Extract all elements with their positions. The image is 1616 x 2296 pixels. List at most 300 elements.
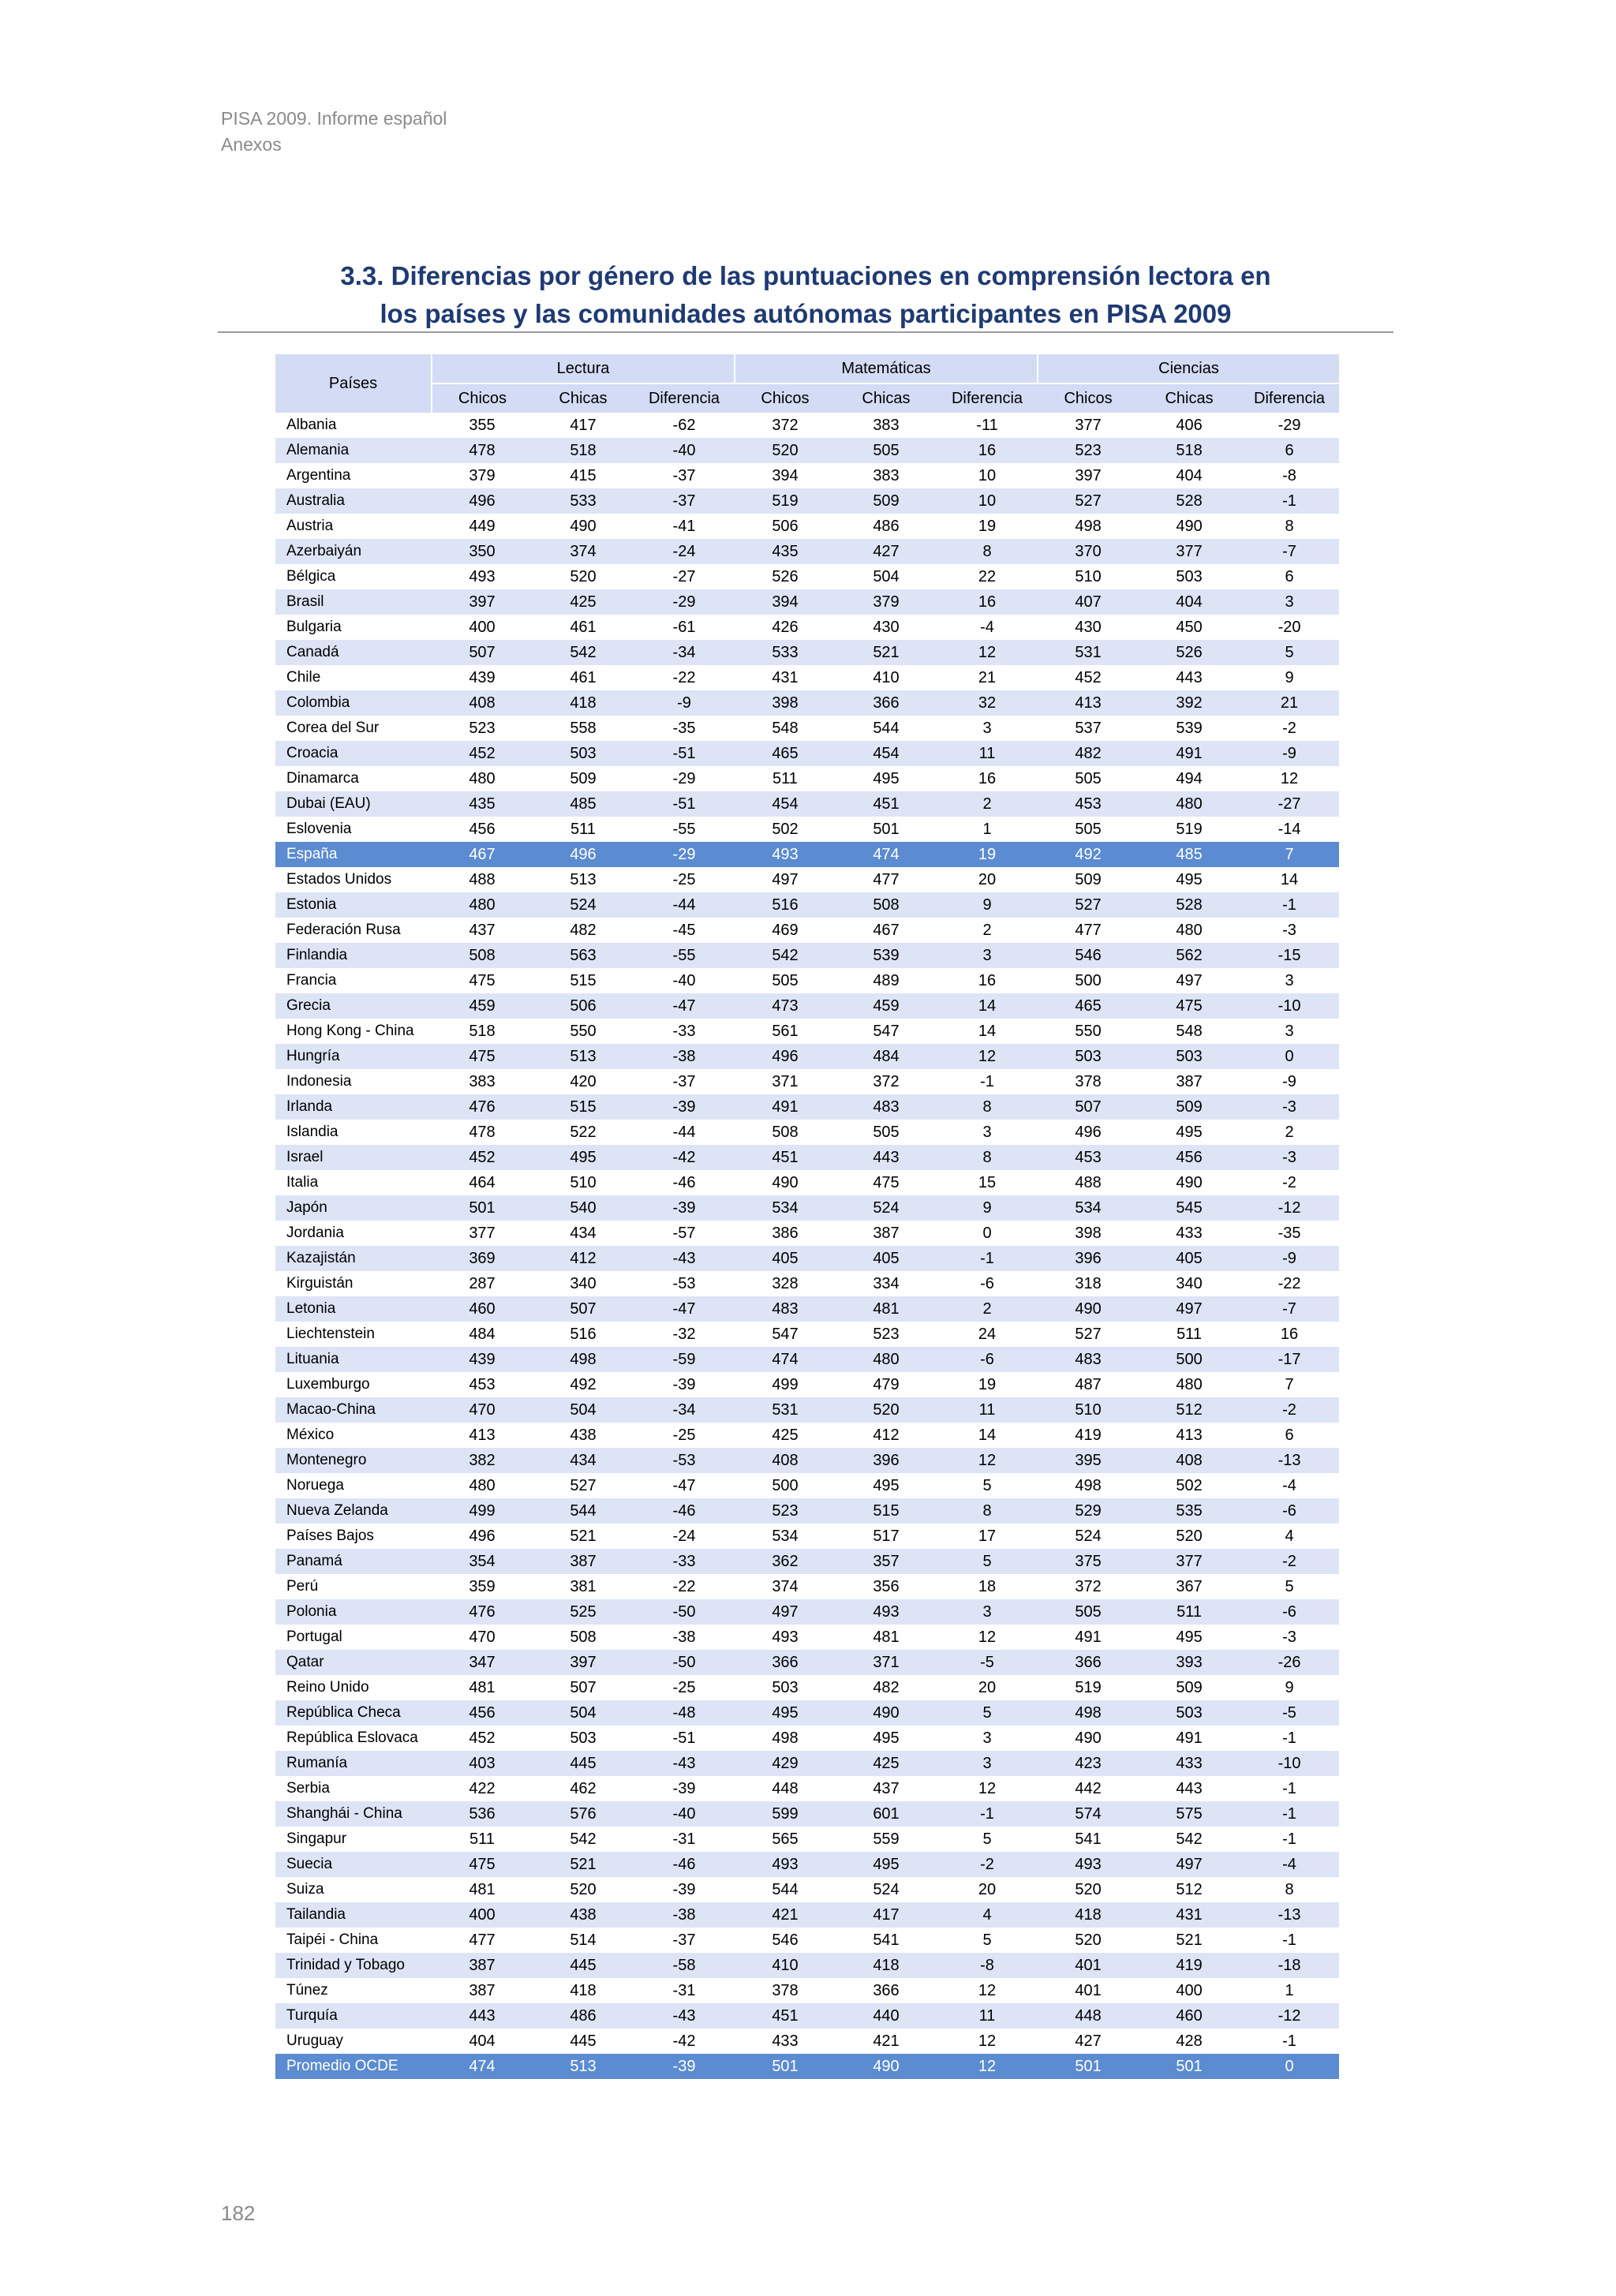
cell-ciencias-chicas: 404 xyxy=(1139,589,1240,615)
cell-matematicas-diferencia: 8 xyxy=(937,1094,1038,1120)
cell-ciencias-diferencia: -4 xyxy=(1240,1852,1339,1877)
cell-ciencias-chicas: 521 xyxy=(1176,1931,1203,1949)
cell-ciencias-chicos: 534 xyxy=(1038,1195,1139,1221)
cell-matematicas-chicos: 534 xyxy=(735,1195,836,1221)
table-row xyxy=(275,918,1339,943)
cell-matematicas-diferencia: 5 xyxy=(982,1931,992,1949)
table-row xyxy=(275,943,1339,968)
cell-matematicas-chicas: 418 xyxy=(836,1953,937,1978)
cell-matematicas-diferencia: -4 xyxy=(980,618,994,636)
cell-ciencias-chicas: 495 xyxy=(1176,870,1203,888)
cell-lectura-diferencia: -39 xyxy=(672,1880,696,1898)
subheader-matematicas-diferencia: Diferencia xyxy=(937,383,1038,413)
country-cell: Singapur xyxy=(286,1830,347,1847)
cell-ciencias-diferencia: 16 xyxy=(1280,1325,1299,1343)
cell-lectura-chicos: 496 xyxy=(469,1527,496,1545)
cell-lectura-chicos: 443 xyxy=(432,2003,533,2029)
cell-lectura-chicas: 563 xyxy=(533,943,634,968)
cell-matematicas-chicas: 383 xyxy=(873,416,900,434)
cell-lectura-diferencia: -9 xyxy=(634,690,735,716)
cell-ciencias-chicos: 500 xyxy=(1075,971,1102,989)
cell-matematicas-diferencia: 8 xyxy=(937,1145,1038,1170)
cell-ciencias-diferencia: -9 xyxy=(1240,741,1339,766)
cell-matematicas-chicas: 495 xyxy=(873,1729,900,1747)
cell-matematicas-diferencia: 17 xyxy=(978,1527,997,1545)
cell-lectura-diferencia: -38 xyxy=(634,1044,735,1069)
cell-lectura-chicas: 434 xyxy=(533,1448,634,1473)
country-cell: Federación Rusa xyxy=(286,922,401,938)
cell-lectura-chicas: 525 xyxy=(533,1599,634,1625)
cell-matematicas-chicas: 483 xyxy=(836,1094,937,1120)
cell-matematicas-chicos: 501 xyxy=(735,2054,836,2079)
cell-matematicas-chicas: 517 xyxy=(873,1527,900,1545)
cell-lectura-diferencia: -50 xyxy=(634,1599,735,1625)
cell-matematicas-chicas: 504 xyxy=(873,567,900,585)
cell-ciencias-diferencia: -3 xyxy=(1282,921,1296,939)
cell-ciencias-chicas: 406 xyxy=(1176,416,1203,434)
cell-lectura-diferencia: -38 xyxy=(634,1902,735,1928)
page-title-line-2: los países y las comunidades autónomas participantes en PISA 2009 xyxy=(380,299,1232,328)
cell-ciencias-chicos: 375 xyxy=(1038,1549,1139,1574)
cell-lectura-diferencia: -47 xyxy=(634,1296,735,1322)
cell-ciencias-diferencia: 7 xyxy=(1285,1375,1294,1393)
cell-ciencias-diferencia: -1 xyxy=(1282,1729,1296,1747)
table-row xyxy=(275,817,1339,842)
cell-lectura-chicas: 542 xyxy=(533,640,634,665)
cell-matematicas-diferencia: 5 xyxy=(982,1830,992,1848)
cell-ciencias-diferencia: 12 xyxy=(1280,769,1299,787)
cell-lectura-chicos: 476 xyxy=(432,1094,533,1120)
cell-matematicas-chicos: 454 xyxy=(735,791,836,817)
cell-ciencias-diferencia: -6 xyxy=(1240,1599,1339,1625)
cell-lectura-diferencia: -48 xyxy=(634,1700,735,1726)
cell-ciencias-chicas: 511 xyxy=(1139,1599,1240,1625)
cell-matematicas-chicas: 477 xyxy=(873,870,900,888)
cell-matematicas-chicos: 425 xyxy=(772,1426,799,1444)
cell-lectura-chicos: 452 xyxy=(469,1729,496,1747)
cell-matematicas-chicas: 493 xyxy=(836,1599,937,1625)
country-cell: Japón xyxy=(275,1195,432,1221)
cell-matematicas-diferencia: 14 xyxy=(978,1426,997,1444)
cell-ciencias-chicos: 509 xyxy=(1075,870,1102,888)
cell-ciencias-chicas: 575 xyxy=(1139,1801,1240,1827)
cell-matematicas-diferencia: 20 xyxy=(978,1880,997,1898)
cell-matematicas-chicas: 334 xyxy=(873,1274,900,1292)
cell-ciencias-chicos: 448 xyxy=(1038,2003,1139,2029)
cell-lectura-chicas: 498 xyxy=(533,1347,634,1372)
country-cell: Turquía xyxy=(275,2003,432,2029)
cell-lectura-diferencia: -55 xyxy=(672,820,696,838)
country-cell: Panamá xyxy=(275,1549,432,1574)
table-row xyxy=(275,1574,1339,1599)
cell-ciencias-chicos: 537 xyxy=(1075,719,1102,737)
cell-matematicas-chicas: 481 xyxy=(873,1628,900,1646)
cell-matematicas-chicas: 486 xyxy=(873,517,900,535)
cell-lectura-chicos: 413 xyxy=(469,1426,496,1444)
country-cell: Serbia xyxy=(286,1780,330,1797)
cell-lectura-chicas: 381 xyxy=(570,1577,597,1595)
cell-matematicas-diferencia: 11 xyxy=(937,2003,1038,2029)
cell-lectura-diferencia: -44 xyxy=(634,892,735,918)
cell-ciencias-chicas: 512 xyxy=(1176,1880,1203,1898)
cell-matematicas-chicos: 491 xyxy=(735,1094,836,1120)
subheader-ciencias-diferencia: Diferencia xyxy=(1240,383,1339,413)
cell-ciencias-chicas: 387 xyxy=(1176,1072,1203,1090)
cell-matematicas-chicos: 500 xyxy=(772,1476,799,1494)
cell-lectura-diferencia: -34 xyxy=(634,640,735,665)
cell-lectura-diferencia: -51 xyxy=(672,1729,696,1747)
country-cell: Dubai (EAU) xyxy=(275,791,432,817)
table-row xyxy=(275,1019,1339,1044)
table-row xyxy=(275,766,1339,791)
table-row xyxy=(275,514,1339,539)
cell-matematicas-chicos: 490 xyxy=(772,1173,799,1191)
cell-matematicas-chicos: 465 xyxy=(735,741,836,766)
cell-matematicas-chicos: 495 xyxy=(735,1700,836,1726)
cell-ciencias-chicas: 408 xyxy=(1139,1448,1240,1473)
cell-matematicas-diferencia: 3 xyxy=(937,943,1038,968)
cell-ciencias-diferencia: 9 xyxy=(1285,668,1294,686)
cell-ciencias-diferencia: 2 xyxy=(1285,1123,1294,1141)
cell-ciencias-chicas: 443 xyxy=(1176,668,1203,686)
cell-matematicas-diferencia: -1 xyxy=(937,1801,1038,1827)
country-cell: Luxemburgo xyxy=(286,1376,370,1393)
cell-matematicas-diferencia: 11 xyxy=(937,1397,1038,1423)
cell-matematicas-chicas: 505 xyxy=(836,438,937,463)
cell-ciencias-diferencia: -17 xyxy=(1240,1347,1339,1372)
cell-ciencias-chicos: 493 xyxy=(1038,1852,1139,1877)
cell-matematicas-chicos: 533 xyxy=(735,640,836,665)
running-header xyxy=(221,106,447,158)
cell-matematicas-chicas: 443 xyxy=(836,1145,937,1170)
cell-matematicas-chicas: 440 xyxy=(836,2003,937,2029)
cell-matematicas-chicos: 496 xyxy=(735,1044,836,1069)
cell-ciencias-chicas: 404 xyxy=(1176,466,1203,484)
cell-lectura-chicos: 496 xyxy=(432,488,533,514)
cell-lectura-chicos: 480 xyxy=(432,892,533,918)
cell-lectura-chicos: 518 xyxy=(469,1022,496,1040)
cell-matematicas-chicos: 497 xyxy=(772,870,799,888)
cell-ciencias-chicos: 498 xyxy=(1038,1700,1139,1726)
cell-lectura-chicos: 400 xyxy=(432,1902,533,1928)
cell-ciencias-diferencia: -14 xyxy=(1277,820,1301,838)
cell-lectura-diferencia: -31 xyxy=(672,1830,696,1848)
table-row xyxy=(275,463,1339,488)
cell-ciencias-chicas: 495 xyxy=(1176,1628,1203,1646)
cell-matematicas-chicos: 371 xyxy=(772,1072,799,1090)
cell-matematicas-chicos: 516 xyxy=(735,892,836,918)
cell-lectura-chicos: 452 xyxy=(432,741,533,766)
table-row xyxy=(275,741,1339,766)
table-row xyxy=(275,1145,1339,1170)
cell-matematicas-chicos: 362 xyxy=(735,1549,836,1574)
cell-matematicas-chicos: 502 xyxy=(772,820,799,838)
country-cell: Bulgaria xyxy=(286,619,342,635)
cell-ciencias-chicos: 453 xyxy=(1038,1145,1139,1170)
cell-matematicas-chicos: 497 xyxy=(735,1599,836,1625)
cell-matematicas-chicas: 490 xyxy=(836,2054,937,2079)
cell-matematicas-diferencia: 5 xyxy=(982,1476,992,1494)
table-row xyxy=(275,1953,1339,1978)
cell-matematicas-diferencia: 20 xyxy=(978,1678,997,1696)
cell-lectura-diferencia: -46 xyxy=(634,1852,735,1877)
cell-lectura-chicos: 484 xyxy=(469,1325,496,1343)
cell-ciencias-chicos: 505 xyxy=(1038,1599,1139,1625)
cell-matematicas-chicos: 448 xyxy=(772,1779,799,1797)
cell-ciencias-diferencia: -7 xyxy=(1240,539,1339,564)
cell-ciencias-diferencia: 3 xyxy=(1285,1022,1294,1040)
cell-ciencias-diferencia: -3 xyxy=(1282,1628,1296,1646)
cell-matematicas-chicos: 505 xyxy=(772,971,799,989)
cell-ciencias-chicas: 512 xyxy=(1139,1397,1240,1423)
cell-ciencias-chicas: 535 xyxy=(1139,1498,1240,1524)
cell-matematicas-chicos: 511 xyxy=(772,769,798,787)
cell-lectura-chicas: 420 xyxy=(570,1072,597,1090)
cell-lectura-chicos: 422 xyxy=(469,1779,496,1797)
cell-matematicas-diferencia: 12 xyxy=(937,1044,1038,1069)
cell-ciencias-diferencia: -10 xyxy=(1240,1751,1339,1776)
cell-lectura-diferencia: -53 xyxy=(634,1448,735,1473)
cell-ciencias-chicas: 367 xyxy=(1176,1577,1203,1595)
cell-matematicas-diferencia: 3 xyxy=(937,1751,1038,1776)
cell-lectura-chicas: 514 xyxy=(570,1931,597,1949)
table-row xyxy=(275,1423,1339,1448)
cell-matematicas-diferencia: 16 xyxy=(937,438,1038,463)
cell-matematicas-diferencia: 4 xyxy=(937,1902,1038,1928)
cell-lectura-chicas: 418 xyxy=(570,1981,597,1999)
cell-lectura-diferencia: -38 xyxy=(672,1628,696,1646)
cell-ciencias-diferencia: -1 xyxy=(1282,2032,1296,2050)
cell-matematicas-chicos: 519 xyxy=(735,488,836,514)
cell-ciencias-diferencia: 4 xyxy=(1285,1527,1294,1545)
cell-ciencias-chicas: 509 xyxy=(1176,1678,1203,1696)
table-row xyxy=(275,1675,1339,1700)
cell-lectura-chicas: 490 xyxy=(570,517,597,535)
cell-matematicas-chicas: 475 xyxy=(873,1173,900,1191)
cell-ciencias-chicos: 465 xyxy=(1038,993,1139,1019)
cell-ciencias-chicas: 377 xyxy=(1139,539,1240,564)
country-cell: Azerbaiyán xyxy=(275,539,432,564)
cell-ciencias-chicas: 475 xyxy=(1139,993,1240,1019)
cell-lectura-chicos: 478 xyxy=(432,438,533,463)
cell-matematicas-chicas: 430 xyxy=(873,618,900,636)
country-cell: Francia xyxy=(286,972,337,989)
cell-ciencias-chicos: 531 xyxy=(1038,640,1139,665)
cell-ciencias-chicos: 541 xyxy=(1075,1830,1102,1848)
cell-matematicas-chicas: 480 xyxy=(836,1347,937,1372)
running-header-title: PISA 2009. Informe español xyxy=(221,108,447,129)
cell-ciencias-diferencia: -6 xyxy=(1240,1498,1339,1524)
cell-ciencias-chicas: 480 xyxy=(1176,1375,1203,1393)
cell-ciencias-chicas: 520 xyxy=(1176,1527,1203,1545)
cell-ciencias-chicas: 491 xyxy=(1139,741,1240,766)
group-header-lectura: Lectura xyxy=(432,354,735,383)
cell-matematicas-chicos: 421 xyxy=(735,1902,836,1928)
cell-ciencias-chicos: 427 xyxy=(1075,2032,1102,2050)
cell-matematicas-chicos: 474 xyxy=(735,1347,836,1372)
cell-matematicas-chicas: 490 xyxy=(836,1700,937,1726)
table-row xyxy=(275,1751,1339,1776)
cell-lectura-chicos: 383 xyxy=(469,1072,496,1090)
cell-matematicas-chicas: 437 xyxy=(873,1779,900,1797)
table-row xyxy=(275,1902,1339,1928)
table-row xyxy=(275,2029,1339,2054)
subheader-ciencias-chicas: Chicas xyxy=(1139,383,1240,413)
group-header-matematicas: Matemáticas xyxy=(735,354,1038,383)
table-row xyxy=(275,892,1339,918)
country-cell: Australia xyxy=(275,488,432,514)
cell-lectura-chicos: 403 xyxy=(432,1751,533,1776)
cell-lectura-diferencia: -40 xyxy=(672,971,696,989)
cell-ciencias-diferencia: -18 xyxy=(1240,1953,1339,1978)
cell-matematicas-chicas: 417 xyxy=(836,1902,937,1928)
table-row xyxy=(275,1473,1339,1498)
country-cell: Jordania xyxy=(286,1225,344,1241)
cell-lectura-chicos: 379 xyxy=(469,466,496,484)
cell-matematicas-chicas: 484 xyxy=(836,1044,937,1069)
country-cell: Estados Unidos xyxy=(286,871,392,888)
country-cell: Chile xyxy=(286,669,321,686)
cell-lectura-chicos: 408 xyxy=(432,690,533,716)
table-row xyxy=(275,1296,1339,1322)
table-row xyxy=(275,413,1339,438)
cell-ciencias-diferencia: -1 xyxy=(1240,1801,1339,1827)
cell-lectura-chicas: 417 xyxy=(570,416,597,434)
country-cell: Noruega xyxy=(286,1477,344,1494)
cell-ciencias-chicas: 509 xyxy=(1139,1094,1240,1120)
cell-lectura-chicas: 445 xyxy=(570,2032,597,2050)
cell-lectura-chicas: 533 xyxy=(533,488,634,514)
cell-ciencias-diferencia: 0 xyxy=(1240,1044,1339,1069)
country-cell: Argentina xyxy=(286,467,351,484)
table-row xyxy=(275,1120,1339,1145)
cell-lectura-chicas: 415 xyxy=(570,466,597,484)
cell-lectura-chicos: 347 xyxy=(432,1650,533,1675)
cell-lectura-chicas: 496 xyxy=(533,842,634,867)
cell-matematicas-chicas: 387 xyxy=(873,1224,900,1242)
cell-ciencias-chicas: 490 xyxy=(1176,1173,1203,1191)
cell-lectura-chicas: 513 xyxy=(570,870,597,888)
cell-ciencias-chicas: 562 xyxy=(1139,943,1240,968)
cell-ciencias-diferencia: -7 xyxy=(1240,1296,1339,1322)
cell-lectura-chicas: 504 xyxy=(533,1700,634,1726)
cell-matematicas-chicas: 495 xyxy=(873,1476,900,1494)
cell-matematicas-diferencia: 9 xyxy=(937,1195,1038,1221)
cell-ciencias-chicos: 529 xyxy=(1038,1498,1139,1524)
cell-matematicas-diferencia: -6 xyxy=(937,1347,1038,1372)
cell-matematicas-diferencia: 9 xyxy=(937,892,1038,918)
cell-lectura-chicas: 513 xyxy=(533,2054,634,2079)
cell-lectura-chicos: 400 xyxy=(469,618,496,636)
cell-matematicas-chicas: 451 xyxy=(836,791,937,817)
cell-matematicas-chicos: 431 xyxy=(772,668,799,686)
cell-lectura-chicas: 445 xyxy=(533,1953,634,1978)
cell-lectura-chicos: 475 xyxy=(432,1852,533,1877)
cell-lectura-chicas: 486 xyxy=(533,2003,634,2029)
cell-lectura-diferencia: -45 xyxy=(672,921,696,939)
cell-matematicas-chicos: 523 xyxy=(735,1498,836,1524)
table-row xyxy=(275,968,1339,993)
table-row xyxy=(275,1877,1339,1902)
cell-matematicas-chicas: 541 xyxy=(873,1931,900,1949)
country-cell: Túnez xyxy=(286,1982,328,1999)
cell-matematicas-chicos: 548 xyxy=(772,719,799,737)
table-row xyxy=(275,2003,1339,2029)
country-cell: Albania xyxy=(286,417,337,433)
cell-ciencias-diferencia: -3 xyxy=(1240,1094,1339,1120)
country-cell: Uruguay xyxy=(286,2032,343,2049)
cell-matematicas-chicas: 425 xyxy=(836,1751,937,1776)
cell-ciencias-diferencia: 8 xyxy=(1285,517,1294,535)
country-cell: Polonia xyxy=(275,1599,432,1625)
cell-ciencias-chicos: 574 xyxy=(1038,1801,1139,1827)
cell-matematicas-chicas: 505 xyxy=(873,1123,900,1141)
cell-ciencias-chicas: 413 xyxy=(1176,1426,1203,1444)
cell-lectura-diferencia: -42 xyxy=(634,1145,735,1170)
cell-ciencias-diferencia: -2 xyxy=(1240,1397,1339,1423)
cell-ciencias-chicas: 428 xyxy=(1176,2032,1203,2050)
cell-lectura-chicos: 477 xyxy=(469,1931,496,1949)
cell-lectura-chicos: 439 xyxy=(432,1347,533,1372)
cell-matematicas-chicos: 506 xyxy=(772,517,799,535)
table-row xyxy=(275,1170,1339,1195)
country-cell: Eslovenia xyxy=(286,821,352,837)
cell-lectura-chicas: 511 xyxy=(570,820,596,838)
country-cell: Rumanía xyxy=(275,1751,432,1776)
cell-ciencias-diferencia: -2 xyxy=(1240,1549,1339,1574)
cell-ciencias-chicas: 400 xyxy=(1176,1981,1203,1999)
cell-matematicas-diferencia: 22 xyxy=(978,567,997,585)
cell-lectura-chicos: 470 xyxy=(469,1628,496,1646)
table-row xyxy=(275,1700,1339,1726)
country-cell: Indonesia xyxy=(286,1073,352,1090)
cell-ciencias-chicos: 318 xyxy=(1075,1274,1102,1292)
cell-matematicas-diferencia: 12 xyxy=(937,2054,1038,2079)
cell-lectura-chicas: 462 xyxy=(570,1779,597,1797)
cell-ciencias-chicos: 423 xyxy=(1038,1751,1139,1776)
cell-matematicas-chicas: 372 xyxy=(873,1072,900,1090)
cell-matematicas-chicos: 547 xyxy=(772,1325,799,1343)
cell-ciencias-chicos: 370 xyxy=(1038,539,1139,564)
cell-matematicas-diferencia: 8 xyxy=(937,1498,1038,1524)
cell-ciencias-chicas: 480 xyxy=(1139,791,1240,817)
cell-matematicas-chicos: 429 xyxy=(735,1751,836,1776)
country-cell: España xyxy=(275,842,432,867)
table-row xyxy=(275,1650,1339,1675)
cell-ciencias-diferencia: 14 xyxy=(1280,870,1299,888)
cell-lectura-chicas: 503 xyxy=(570,1729,597,1747)
cell-lectura-chicas: 516 xyxy=(570,1325,597,1343)
cell-ciencias-chicas: 503 xyxy=(1139,1044,1240,1069)
cell-ciencias-chicos: 401 xyxy=(1075,1981,1102,1999)
country-cell: Brasil xyxy=(275,589,432,615)
cell-ciencias-diferencia: -1 xyxy=(1240,892,1339,918)
table-row xyxy=(275,1801,1339,1827)
cell-matematicas-chicos: 542 xyxy=(735,943,836,968)
cell-matematicas-diferencia: 5 xyxy=(937,1549,1038,1574)
cell-matematicas-chicas: 405 xyxy=(836,1246,937,1271)
cell-lectura-chicas: 418 xyxy=(533,690,634,716)
cell-ciencias-diferencia: -4 xyxy=(1282,1476,1296,1494)
cell-ciencias-diferencia: 6 xyxy=(1285,567,1294,585)
table-row xyxy=(275,640,1339,665)
cell-matematicas-chicos: 426 xyxy=(772,618,799,636)
cell-lectura-chicas: 485 xyxy=(533,791,634,817)
cell-matematicas-diferencia: 12 xyxy=(978,1628,997,1646)
cell-ciencias-chicos: 401 xyxy=(1038,1953,1139,1978)
cell-lectura-diferencia: -24 xyxy=(672,1527,696,1545)
cell-ciencias-chicas: 431 xyxy=(1139,1902,1240,1928)
